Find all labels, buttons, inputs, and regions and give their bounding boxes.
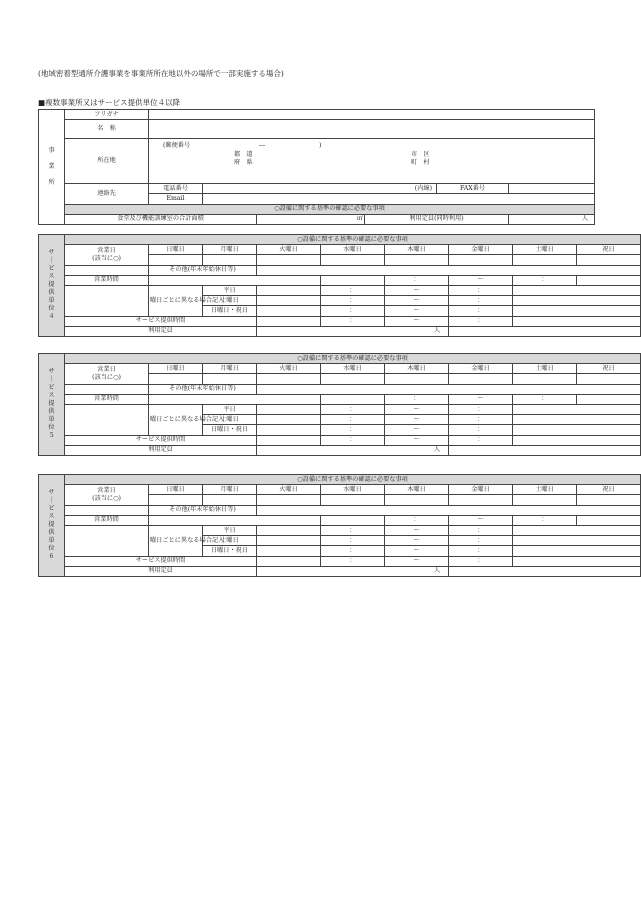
day-thu: 木曜日 <box>385 245 449 255</box>
hours-end[interactable] <box>577 275 641 285</box>
address-input[interactable] <box>149 139 595 184</box>
day-cell[interactable] <box>449 495 513 505</box>
weekday-end-m[interactable]: ： <box>449 285 513 295</box>
sunday-label: 日曜日・祝日 <box>203 306 257 316</box>
weekday-sep: ～ <box>385 525 449 535</box>
hours-start-m[interactable]: ： <box>385 275 449 285</box>
saturday-label: 土曜日 <box>203 536 257 546</box>
day-sat: 土曜日 <box>513 245 577 255</box>
business-days-label: 営業日 (該当に○) <box>65 364 149 384</box>
sunday-start[interactable] <box>257 306 321 316</box>
business-days-spacer <box>65 384 149 394</box>
sunday-end[interactable] <box>513 546 641 556</box>
day-sat: 土曜日 <box>513 485 577 495</box>
saturday-start[interactable] <box>257 296 321 306</box>
day-sun: 日曜日 <box>149 364 203 374</box>
saturday-sep: ～ <box>385 536 449 546</box>
area-unit: ㎡ <box>356 215 363 223</box>
saturday-end[interactable] <box>513 296 641 306</box>
service-hours-label: サービス提供時間 <box>65 435 257 445</box>
hours-sep: ～ <box>449 394 513 404</box>
service-hours-start[interactable] <box>257 435 321 445</box>
saturday-label: 土曜日 <box>203 415 257 425</box>
name-label: 名 称 <box>65 120 149 139</box>
day-cell[interactable] <box>513 495 577 505</box>
hours-end[interactable] <box>577 515 641 525</box>
weekday-end-m[interactable]: ： <box>449 404 513 414</box>
hours-end[interactable] <box>577 394 641 404</box>
office-capacity-label: 利用定員(同時利用) <box>365 214 509 224</box>
day-cell[interactable] <box>577 495 641 505</box>
hours-label-spacer <box>65 525 149 556</box>
day-holiday: 祝日 <box>577 245 641 255</box>
day-thu: 木曜日 <box>385 364 449 374</box>
day-holiday: 祝日 <box>577 485 641 495</box>
unit-label: サ ｜ ビ ス 提 供 単 位 ６ <box>39 475 65 577</box>
other-days-input[interactable] <box>257 265 641 275</box>
weekday-label: 平日 <box>203 285 257 295</box>
hours-end-m[interactable]: ： <box>513 515 577 525</box>
fax-label: FAX番号 <box>437 184 509 194</box>
day-cell[interactable] <box>203 495 257 505</box>
day-mon: 月曜日 <box>203 364 257 374</box>
hours-start-h[interactable] <box>321 394 385 404</box>
facility-section-header: ○設備に関する基準の確認に必要な事項 <box>65 204 595 214</box>
day-sun: 日曜日 <box>149 245 203 255</box>
hours-label-spacer <box>65 404 149 435</box>
capacity-spacer <box>449 326 641 336</box>
day-cell[interactable] <box>149 255 203 265</box>
sunday-end[interactable] <box>513 425 641 435</box>
hours-spacer <box>149 515 321 525</box>
day-wed: 水曜日 <box>321 245 385 255</box>
service-hours-start-m[interactable]: ： <box>321 435 385 445</box>
hours-label: 営業時間 <box>65 515 149 525</box>
hours-start-m[interactable]: ： <box>385 515 449 525</box>
furigana-label: フリガナ <box>65 110 149 120</box>
saturday-sep: ～ <box>385 415 449 425</box>
weekday-label: 平日 <box>203 404 257 414</box>
office-table <box>38 109 595 225</box>
sunday-start-m[interactable]: ： <box>321 306 385 316</box>
day-thu: 木曜日 <box>385 485 449 495</box>
sunday-end-m[interactable]: ： <box>449 306 513 316</box>
day-fri: 金曜日 <box>449 364 513 374</box>
service-hours-end-m[interactable]: ： <box>449 316 513 326</box>
saturday-end[interactable] <box>513 536 641 546</box>
service-hours-start-m[interactable]: ： <box>321 556 385 566</box>
service-hours-end-m[interactable]: ： <box>449 435 513 445</box>
weekday-start[interactable] <box>257 285 321 295</box>
capacity-input[interactable]: 人 <box>257 445 449 455</box>
day-cell[interactable] <box>257 255 321 265</box>
day-cell[interactable] <box>321 255 385 265</box>
hours-spacer <box>149 394 321 404</box>
hours-sep: ～ <box>449 275 513 285</box>
differ-label: 曜日ごとに異なる場合記入 <box>149 525 203 556</box>
business-days-spacer <box>65 265 149 275</box>
saturday-start-m[interactable]: ： <box>321 536 385 546</box>
day-fri: 金曜日 <box>449 245 513 255</box>
saturday-end-m[interactable]: ： <box>449 536 513 546</box>
hours-sep: ～ <box>449 515 513 525</box>
weekday-sep: ～ <box>385 404 449 414</box>
day-cell[interactable] <box>385 255 449 265</box>
furigana-input[interactable] <box>149 110 595 120</box>
contact-label: 連絡先 <box>65 184 149 204</box>
form-note: (地域密着型通所介護事業を事業所所在地以外の場所で一部実施する場合) <box>38 69 284 78</box>
capacity-input[interactable]: 人 <box>257 566 449 576</box>
day-sat: 土曜日 <box>513 364 577 374</box>
unit-label: サ ｜ ビ ス 提 供 単 位 ５ <box>39 354 65 456</box>
hours-start-h[interactable] <box>321 275 385 285</box>
weekday-label: 平日 <box>203 525 257 535</box>
saturday-end-m[interactable]: ： <box>449 415 513 425</box>
service-hours-sep: ～ <box>385 435 449 445</box>
form-title: ■複数事業所又はサービス提供単位４以降 <box>38 98 181 107</box>
other-days-label: その他(年末年始休日等) <box>149 265 257 275</box>
hours-end-m[interactable]: ： <box>513 275 577 285</box>
day-cell[interactable] <box>257 374 321 384</box>
capacity-input[interactable]: 人 <box>257 326 449 336</box>
day-tue: 火曜日 <box>257 364 321 374</box>
service-hours-label: サービス提供時間 <box>65 316 257 326</box>
sunday-start[interactable] <box>257 425 321 435</box>
unit-section-header: ○設備に関する基準の確認に必要な事項 <box>65 475 641 485</box>
other-days-label: その他(年末年始休日等) <box>149 505 257 515</box>
capacity-label: 利用定員 <box>65 566 257 576</box>
office-section-label: 事 業 所 <box>39 110 65 225</box>
business-days-spacer <box>65 505 149 515</box>
weekday-start-m[interactable]: ： <box>321 525 385 535</box>
day-fri: 金曜日 <box>449 485 513 495</box>
day-cell[interactable] <box>321 374 385 384</box>
fuken-label: 府 県 <box>234 159 253 167</box>
capacity-label: 利用定員 <box>65 445 257 455</box>
service-hours-sep: ～ <box>385 316 449 326</box>
weekday-start-m[interactable]: ： <box>321 404 385 414</box>
saturday-end[interactable] <box>513 415 641 425</box>
service-hours-end[interactable] <box>513 316 641 326</box>
sunday-sep: ～ <box>385 425 449 435</box>
postal-close: ) <box>319 142 322 150</box>
day-cell[interactable] <box>257 495 321 505</box>
day-holiday: 祝日 <box>577 364 641 374</box>
phone-input[interactable]: (内線) <box>203 184 437 194</box>
service-hours-end-m[interactable]: ： <box>449 556 513 566</box>
day-cell[interactable] <box>449 255 513 265</box>
service-hours-start-m[interactable]: ： <box>321 316 385 326</box>
hours-label: 営業時間 <box>65 394 149 404</box>
sunday-end-m[interactable]: ： <box>449 425 513 435</box>
day-cell[interactable] <box>149 495 203 505</box>
hours-spacer <box>149 275 321 285</box>
phone-label: 電話番号 <box>149 184 203 194</box>
day-tue: 火曜日 <box>257 245 321 255</box>
sunday-end[interactable] <box>513 306 641 316</box>
saturday-start[interactable] <box>257 415 321 425</box>
capacity-spacer <box>449 445 641 455</box>
hours-label-spacer <box>65 285 149 316</box>
saturday-start[interactable] <box>257 536 321 546</box>
business-days-label: 営業日 (該当に○) <box>65 485 149 505</box>
day-cell[interactable] <box>203 255 257 265</box>
weekday-start[interactable] <box>257 525 321 535</box>
weekday-end[interactable] <box>513 525 641 535</box>
todo-label: 都 道 <box>234 151 253 159</box>
address-label: 所在地 <box>65 139 149 184</box>
weekday-sep: ～ <box>385 285 449 295</box>
service-hours-sep: ～ <box>385 556 449 566</box>
sunday-sep: ～ <box>385 306 449 316</box>
day-cell[interactable] <box>385 495 449 505</box>
weekday-end-m[interactable]: ： <box>449 525 513 535</box>
service-unit-5 <box>38 353 641 456</box>
hours-start-m[interactable]: ： <box>385 394 449 404</box>
day-cell[interactable] <box>513 374 577 384</box>
capacity-spacer <box>449 566 641 576</box>
hours-end-m[interactable]: ： <box>513 394 577 404</box>
weekday-start-m[interactable]: ： <box>321 285 385 295</box>
fax-input[interactable] <box>509 184 595 194</box>
saturday-end-m[interactable]: ： <box>449 296 513 306</box>
service-unit-6 <box>38 474 641 577</box>
sunday-sep: ～ <box>385 546 449 556</box>
email-input[interactable] <box>203 194 595 204</box>
postal-label: (郵便番号 <box>163 142 191 150</box>
day-cell[interactable] <box>577 255 641 265</box>
day-mon: 月曜日 <box>203 485 257 495</box>
weekday-end[interactable] <box>513 285 641 295</box>
day-cell[interactable] <box>385 374 449 384</box>
saturday-start-m[interactable]: ： <box>321 296 385 306</box>
email-label: Email <box>149 194 203 204</box>
day-mon: 月曜日 <box>203 245 257 255</box>
other-days-input[interactable] <box>257 505 641 515</box>
sunday-start-m[interactable]: ： <box>321 546 385 556</box>
day-sun: 日曜日 <box>149 485 203 495</box>
name-input[interactable] <box>149 120 595 139</box>
hours-start-h[interactable] <box>321 515 385 525</box>
differ-label: 曜日ごとに異なる場合記入 <box>149 285 203 316</box>
sunday-start-m[interactable]: ： <box>321 425 385 435</box>
postal-dash: ― <box>259 142 266 150</box>
weekday-end[interactable] <box>513 404 641 414</box>
sunday-label: 日曜日・祝日 <box>203 546 257 556</box>
day-cell[interactable] <box>513 255 577 265</box>
day-cell[interactable] <box>449 374 513 384</box>
dining-area-input[interactable] <box>257 214 365 224</box>
day-tue: 火曜日 <box>257 485 321 495</box>
unit-section-header: ○設備に関する基準の確認に必要な事項 <box>65 235 641 245</box>
service-hours-end[interactable] <box>513 556 641 566</box>
chouson-label: 町 村 <box>411 159 430 167</box>
office-person-unit: 人 <box>581 215 588 223</box>
day-cell[interactable] <box>149 374 203 384</box>
service-hours-start[interactable] <box>257 556 321 566</box>
service-unit-4 <box>38 234 641 337</box>
saturday-sep: ～ <box>385 296 449 306</box>
sunday-label: 日曜日・祝日 <box>203 425 257 435</box>
unit-section-header: ○設備に関する基準の確認に必要な事項 <box>65 354 641 364</box>
day-cell[interactable] <box>577 374 641 384</box>
dining-area-label: 食堂及び機能訓練室の合計面積 <box>65 214 257 224</box>
capacity-label: 利用定員 <box>65 326 257 336</box>
service-hours-end[interactable] <box>513 435 641 445</box>
hours-label: 営業時間 <box>65 275 149 285</box>
saturday-start-m[interactable]: ： <box>321 415 385 425</box>
shiku-label: 市 区 <box>411 151 430 159</box>
business-days-label: 営業日 (該当に○) <box>65 245 149 265</box>
day-wed: 水曜日 <box>321 485 385 495</box>
office-capacity-input[interactable] <box>509 214 595 224</box>
unit-label: サ ｜ ビ ス 提 供 単 位 ４ <box>39 235 65 337</box>
day-cell[interactable] <box>321 495 385 505</box>
service-hours-label: サービス提供時間 <box>65 556 257 566</box>
other-days-label: その他(年末年始休日等) <box>149 384 257 394</box>
sunday-start[interactable] <box>257 546 321 556</box>
other-days-input[interactable] <box>257 384 641 394</box>
sunday-end-m[interactable]: ： <box>449 546 513 556</box>
differ-label: 曜日ごとに異なる場合記入 <box>149 404 203 435</box>
day-cell[interactable] <box>203 374 257 384</box>
saturday-label: 土曜日 <box>203 296 257 306</box>
service-hours-start[interactable] <box>257 316 321 326</box>
day-wed: 水曜日 <box>321 364 385 374</box>
weekday-start[interactable] <box>257 404 321 414</box>
